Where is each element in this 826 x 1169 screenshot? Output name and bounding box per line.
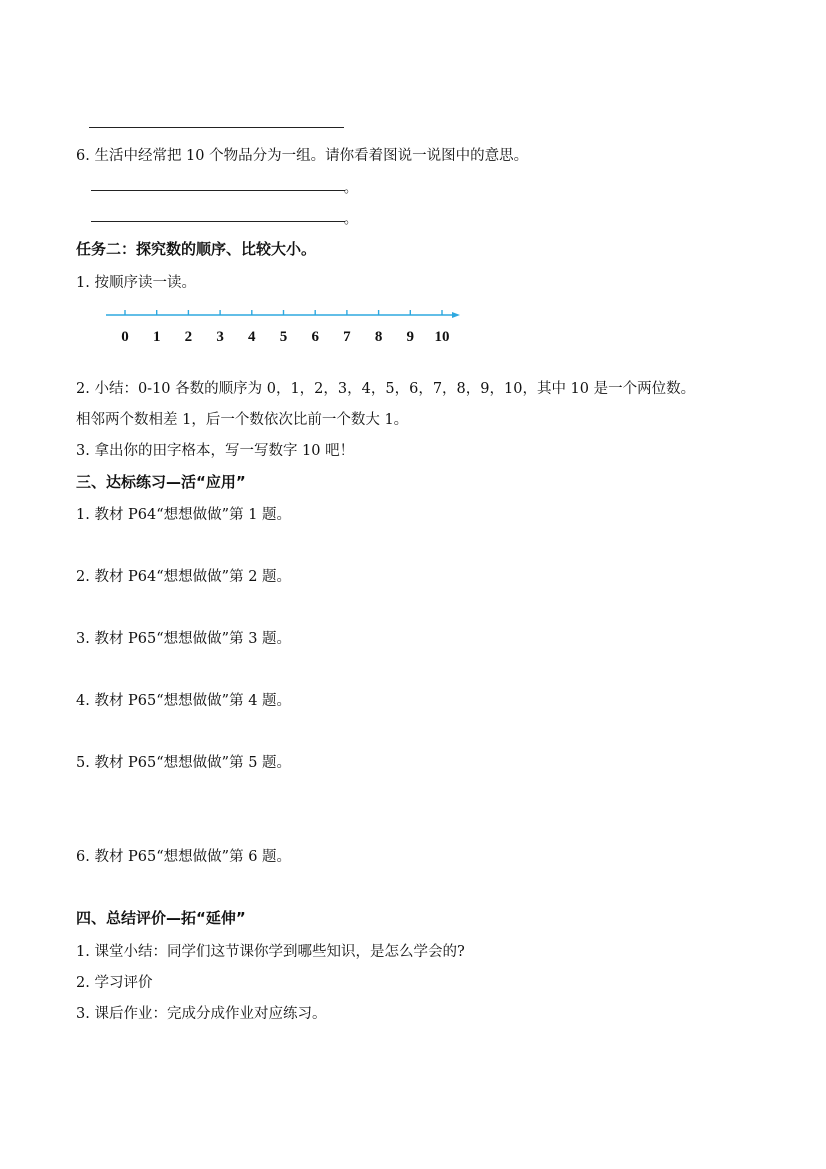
number-line-label: 9: [406, 329, 415, 345]
number-line-arrow-icon: [452, 312, 460, 318]
exercise-item: 3. 教材 P65“想想做做”第 3 题。: [76, 631, 292, 647]
task2-heading: 任务二：探究数的顺序、比较大小。: [76, 240, 317, 258]
number-line-label: 6: [311, 329, 319, 345]
section4-heading: 四、总结评价—拓“延伸”: [76, 909, 246, 927]
section3-heading: 三、达标练习—活“应用”: [76, 473, 246, 491]
answer-blank-2[interactable]: [91, 221, 345, 222]
number-line-label: 10: [434, 329, 450, 345]
summary-item: 3. 课后作业：完成分成作业对应练习。: [76, 1006, 327, 1022]
number-line-label: 1: [152, 329, 161, 345]
number-line: [100, 300, 470, 350]
answer-blank-1[interactable]: [91, 190, 345, 191]
exercise-item: 1. 教材 P64“想想做做”第 1 题。: [76, 507, 292, 523]
number-line-label: 0: [121, 329, 129, 345]
task2-item-3: 3. 拿出你的田字格本，写一写数字 10 吧！: [76, 443, 355, 459]
task2-item-2-line-2: 相邻两个数相差 1，后一个数依次比前一个数大 1。: [76, 412, 409, 428]
number-line-label: 8: [374, 329, 383, 345]
number-line-label: 2: [184, 329, 193, 345]
number-line-labels: [121, 329, 449, 345]
exercise-item: 4. 教材 P65“想想做做”第 4 题。: [76, 693, 292, 709]
number-line-label: 3: [216, 329, 224, 345]
exercise-item: 5. 教材 P65“想想做做”第 5 题。: [76, 755, 292, 771]
number-line-label: 5: [279, 329, 288, 345]
answer-blank-1-period: 。: [344, 181, 358, 196]
number-line-label: 4: [248, 329, 256, 345]
summary-item: 1. 课堂小结：同学们这节课你学到哪些知识，是怎么学会的?: [76, 944, 465, 960]
exercise-item: 6. 教材 P65“想想做做”第 6 题。: [76, 849, 292, 865]
question-6-text: 6. 生活中经常把 10 个物品分为一组。请你看着图说一说图中的意思。: [76, 148, 529, 164]
exercise-item: 2. 教材 P64“想想做做”第 2 题。: [76, 569, 292, 585]
number-line-label: 7: [343, 329, 351, 345]
answer-line-top: [89, 127, 344, 128]
summary-item: 2. 学习评价: [76, 975, 153, 991]
answer-blank-2-period: 。: [344, 212, 358, 227]
task2-item-2-line-1: 2. 小结：0-10 各数的顺序为 0，1，2，3，4，5，6，7，8，9，10，其中 10 是一个两位数。: [76, 381, 696, 397]
task2-item-1: 1. 按顺序读一读。: [76, 275, 196, 291]
